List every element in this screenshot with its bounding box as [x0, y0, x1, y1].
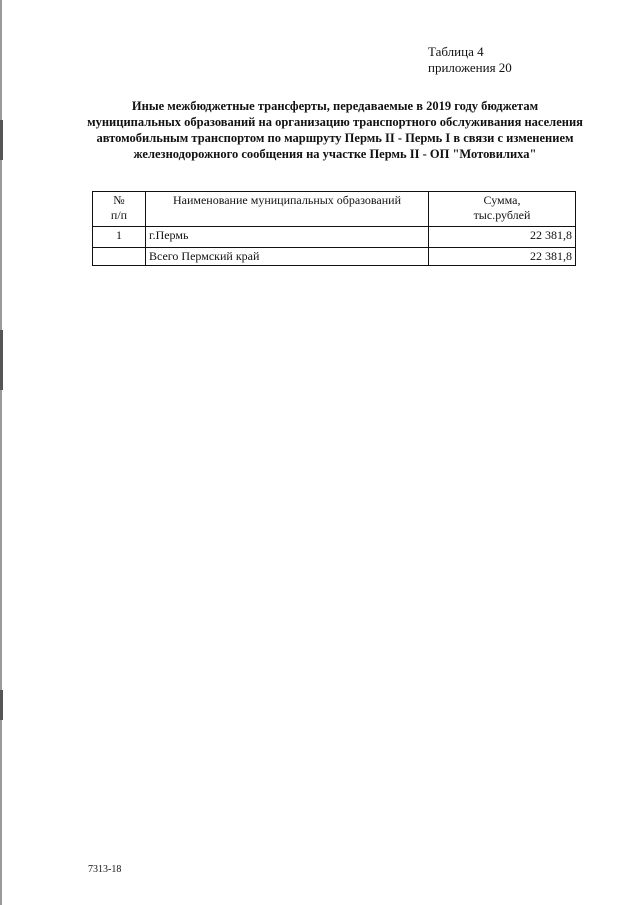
table-reference [428, 44, 512, 76]
column-header-name: Наименование муниципальных образований [146, 192, 429, 227]
document-code: 7313-18 [88, 864, 122, 875]
title-line: железнодорожного сообщения на участке Пермь II - ОП "Мотовилиха" [133, 147, 537, 161]
column-header-sum-unit: тыс.рублей [473, 208, 531, 222]
total-sum: 22 381,8 [429, 248, 576, 266]
title-line: Иные межбюджетные трансферты, передаваемые в 2019 году бюджетам [131, 99, 539, 113]
document-title [70, 98, 600, 162]
total-number [93, 248, 146, 266]
scan-edge-mark [0, 690, 3, 720]
total-label: Всего Пермский край [146, 248, 429, 266]
row-number: 1 [93, 227, 146, 248]
column-header-sum-label: Сумма, [483, 193, 521, 207]
table-total-row [93, 248, 576, 266]
column-header-number [93, 192, 146, 227]
table-header-row [93, 192, 576, 227]
title-line: автомобильным транспортом по маршруту Пермь II - Пермь I в связи с изменением [96, 131, 574, 145]
table-row [93, 227, 576, 248]
column-header-sum [429, 192, 576, 227]
row-sum: 22 381,8 [429, 227, 576, 248]
scan-edge-mark [0, 330, 3, 390]
column-header-number-abbr: п/п [110, 208, 128, 222]
column-header-number-symbol: № [113, 193, 125, 207]
transfers-table [92, 191, 576, 266]
scan-edge-mark [0, 120, 3, 160]
table-number: Таблица 4 [428, 44, 484, 59]
title-line: муниципальных образований на организацию транспортного обслуживания населения [87, 115, 583, 129]
appendix-number: приложения 20 [428, 60, 512, 75]
row-municipality: г.Пермь [146, 227, 429, 248]
